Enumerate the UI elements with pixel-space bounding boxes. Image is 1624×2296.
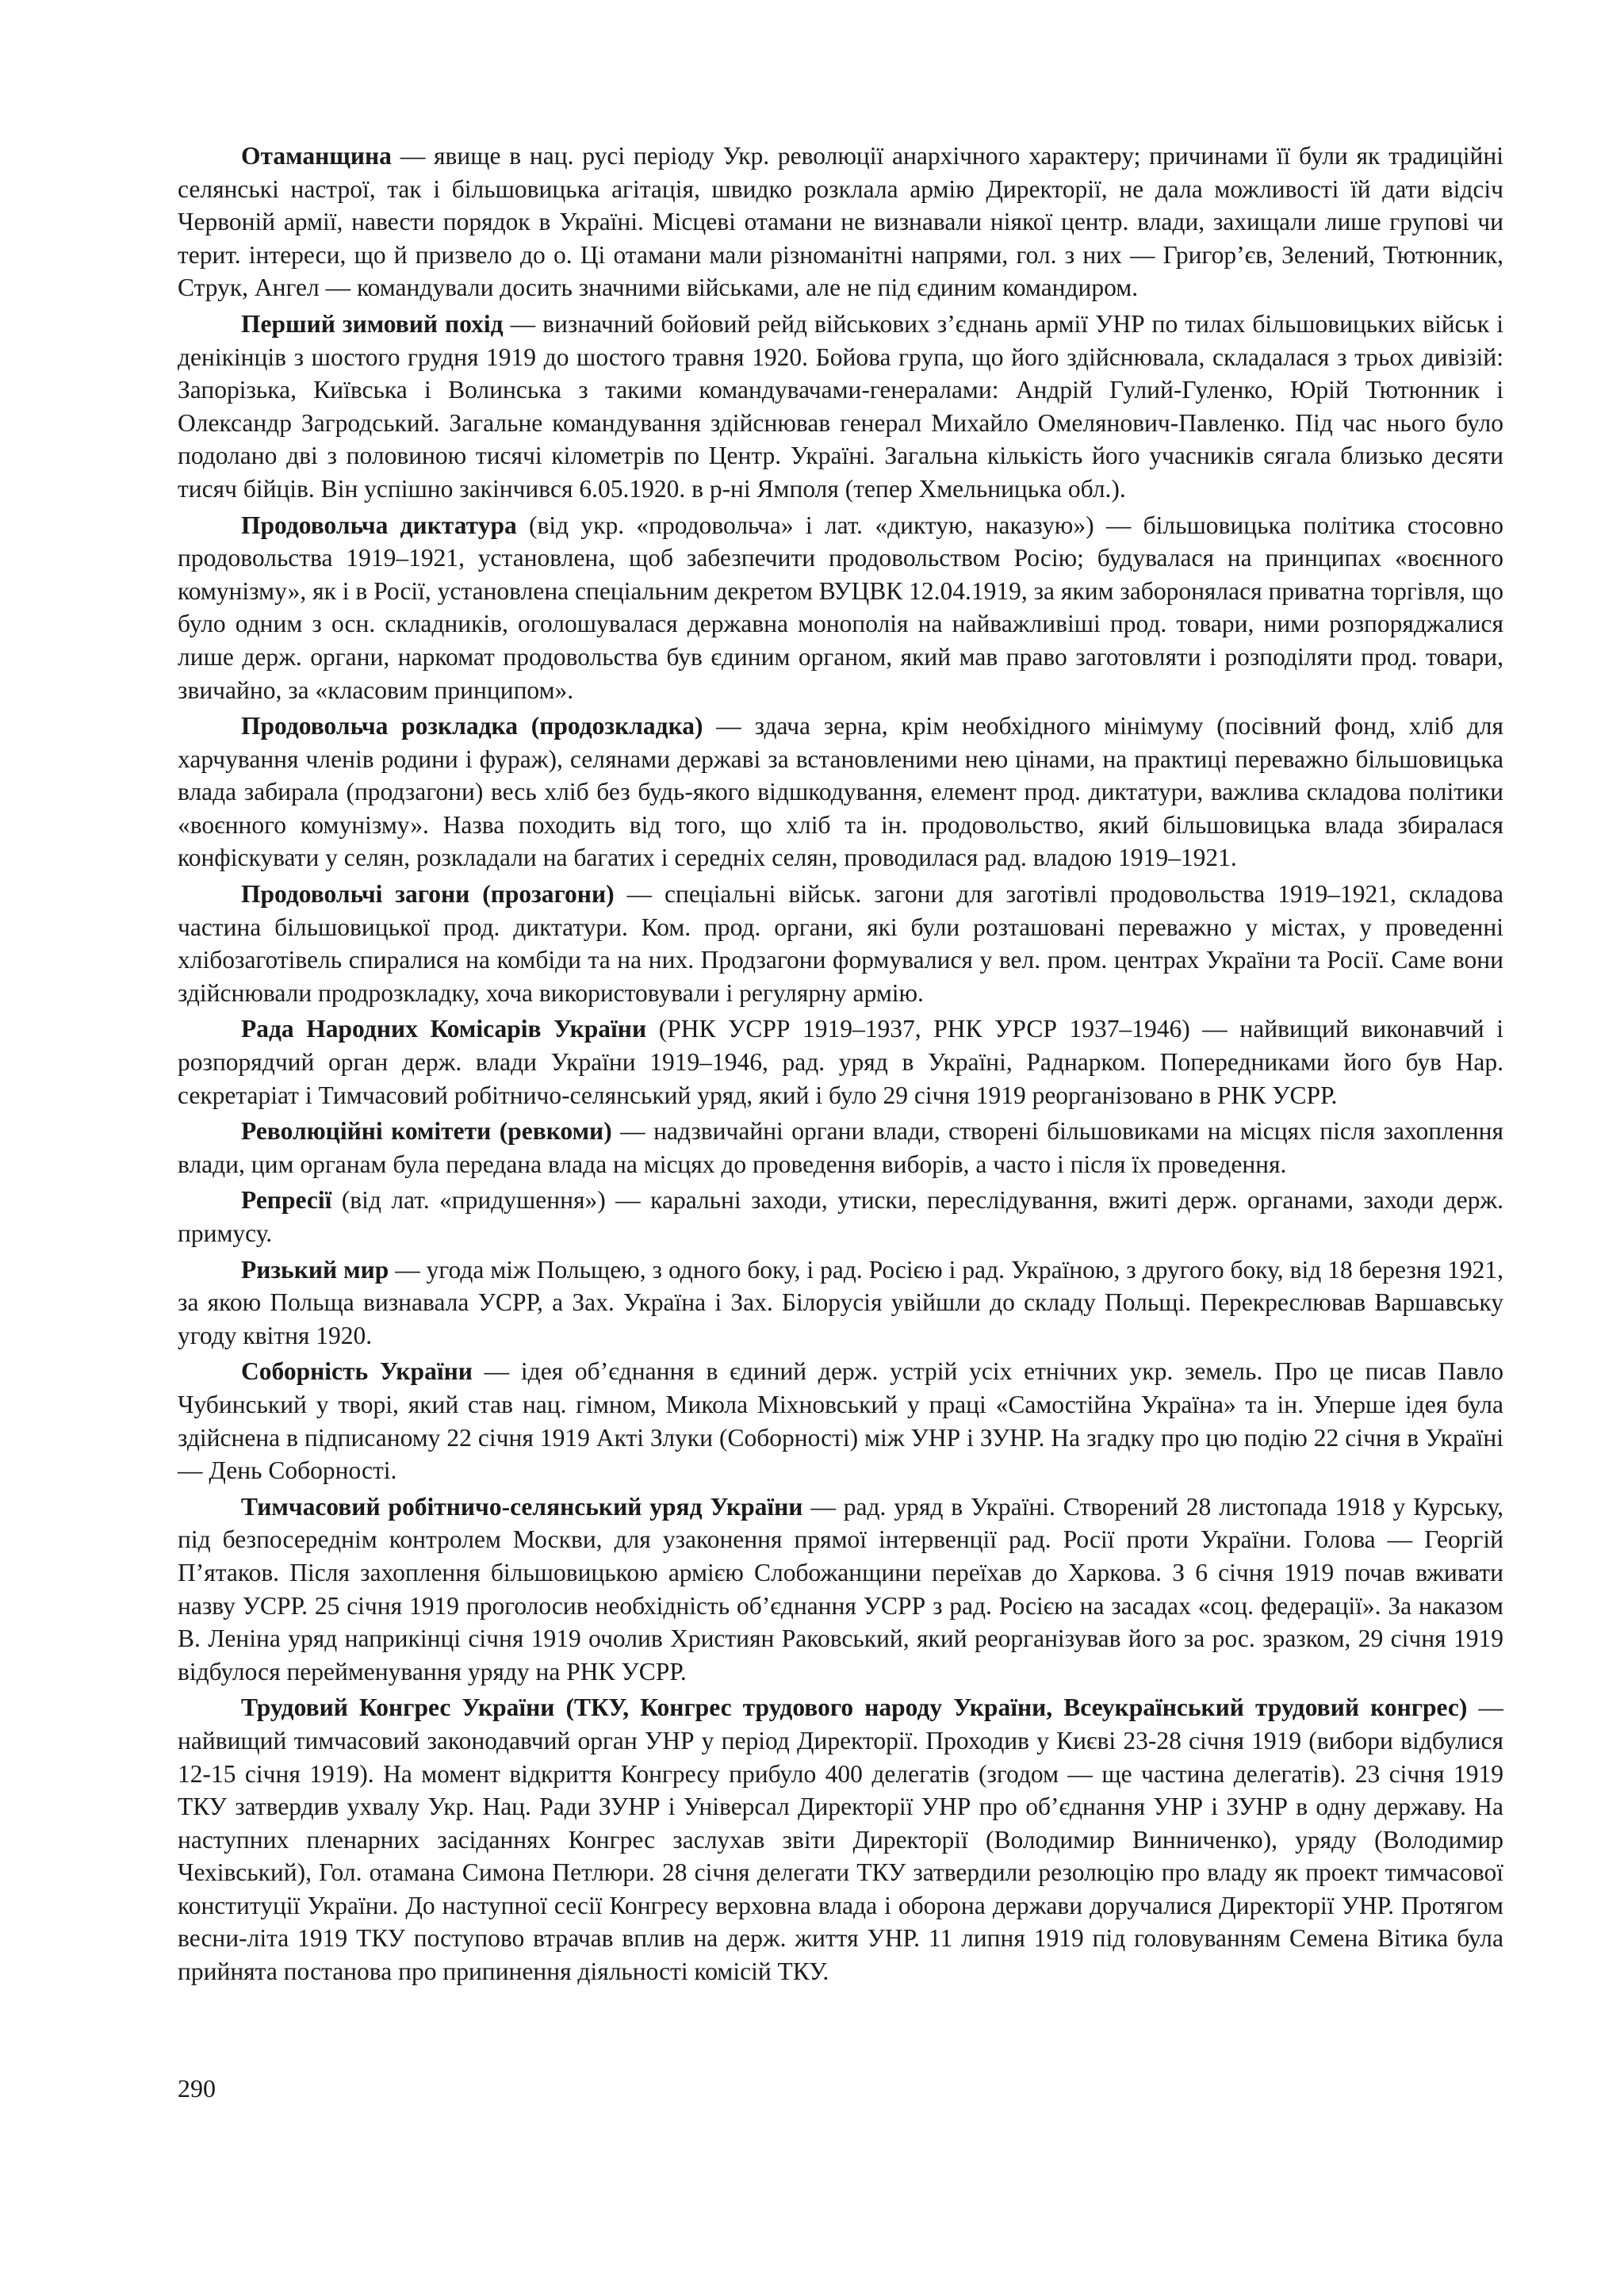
entry-term: Рада Народних Комісарів України [241,1015,647,1043]
entry-text: — угода між Польщею, з одного боку, і рад. Росією і рад. Україною, з другого боку, від 18 березня 1921, за якою Польща визнавала УСРР, а Зах. Україна і Зах. Білорусія увійшли до складу Польщі. Перекреслював Варшавську угоду квітня 1920. [178,1255,1504,1349]
entry-text: — здача зерна, крім необхідного мінімуму (посівний фонд, хліб для харчування членів родини і фураж), селянами державі за встановленими нею цінами, на практиці переважно більшовицька влада забирала (продзагони) весь хліб без будь-якого відшкодування, елемент прод. диктатури, важлива складова політики «воєнного комунізму». Назва походить від того, що хліб та ін. продовольство, який більшовицька влада збиралася конфіскувати у селян, розкладали на багатих і середніх селян, проводилася рад. владою 1919–1921. [178,712,1503,872]
page-number: 290 [178,2074,216,2103]
entry-prodovolcha-dyktatura [178,509,1503,707]
entry-term: Революційні комітети (ревкоми) [241,1117,612,1146]
entry-tymchasovyi-uriad [178,1490,1503,1689]
entry-term: Тимчасовий робітничо-селянський уряд України [241,1492,803,1521]
entry-term: Продовольча диктатура [241,511,517,539]
entry-text: (від укр. «продовольча» і лат. «диктую, наказую») — більшовицька політика стосовно продовольства 1919–1921, установлена, щоб забезпечити продовольством Росію; будувалася на принципах «воєнного комунізму», як і в Росії, установлена спеціальним декретом ВУЦВК 12.04.1919, за яким заборонялася приватна торгівля, що було одним з осн. складників, оголошувалася державна монополія на найважливіші прод. товари, ними розпоряджалися лише держ. органи, наркомат продовольства був єдиним органом, який мав право заготовляти і розподіляти прод. товари, звичайно, за «класовим принципом». [178,511,1503,704]
entry-revkomy [178,1115,1503,1181]
entry-prodovolcha-rozkladka [178,710,1503,874]
entry-text: — рад. уряд в Україні. Створений 28 листопада 1918 у Курську, під безпосереднім контролем Москви, для узаконення прямої інтервенції рад. Росії проти України. Голова — Георгій П’ятаков. Після захоплення більшовицькою армією Слобожанщини переїхав до Харкова. З 6 січня 1919 почав вживати назву УСРР. 25 січня 1919 проголосив необхідність об’єднання УСРР з рад. Росією на засадах «соц. федерації». За наказом В. Леніна уряд наприкінці січня 1919 очолив Християн Раковський, який реорганізував його за рос. зразком, 29 січня 1919 відбулося перейменування уряду на РНК УСРР. [178,1492,1503,1686]
entry-text: — надзвичайні органи влади, створені більшовиками на місцях після захоплення влади, цим органам була передана влада на місцях до проведення виборів, а часто і після їх проведення. [178,1117,1503,1178]
entry-text: (РНК УСРР 1919–1937, РНК УРСР 1937–1946) — найвищий виконавчий і розпорядчий орган держ. влади України 1919–1946, рад. уряд в Україні, Раднарком. Попередниками його був Нар. секретаріат і Тимчасовий робітничо-селянський уряд, який і було 29 січня 1919 реорганізовано в РНК УСРР. [178,1015,1503,1109]
entry-ryzkyi-myr [178,1253,1503,1353]
entry-rada-narodnykh-komisariv [178,1012,1503,1112]
entry-term: Продовольча розкладка (продозкладка) [241,712,703,740]
entry-trudovyi-konhres [178,1691,1503,1988]
entry-text: — спеціальні військ. загони для заготівлі продовольства 1919–1921, складова частина більшовицької прод. диктатури. Ком. прод. органи, які були розташовані переважно у містах, у проведенні хлібозаготівель спиралися на комбіди та на них. Продзагони формувалися у вел. пром. центрах України та Росії. Саме вони здійснювали продрозкладку, хоча використовували і регулярну армію. [178,880,1503,1007]
entry-otamanshchyna [178,140,1503,304]
entry-text: — ідея об’єднання в єдиний держ. устрій усіх етнічних укр. земель. Про це писав Павло Чубинський у творі, який став нац. гімном, Микола Міхновський у праці «Самостійна Україна» та ін. Уперше ідея була здійснена в підписаному 22 січня 1919 Акті Злуки (Соборності) між УНР і ЗУНР. На згадку про цю подію 22 січня в Україні — День Соборності. [178,1357,1503,1485]
document-body [178,140,1503,1992]
entry-term: Отаманщина [241,142,392,170]
entry-text: — визначний бойовий рейд військових з’єднань армії УНР по тилах більшовицьких військ і денікінців з шостого грудня 1919 до шостого травня 1920. Бойова група, що його здійснювала, складалася з трьох дивізій: Запорізька, Київська і Волинська з такими командувачами-генералами: Андрій Гулий-Гуленко, Юрій Тютюнник і Олександр Загродський. Загальне командування здійснював генерал Михайло Омелянович-Павленко. Під час нього було подолано дві з половиною тисячі кілометрів по Центр. Україні. Загальна кількість його учасників сягала близько десяти тисяч бійців. Він успішно закінчився 6.05.1920. в р-ні Ямполя (тепер Хмельницька обл.). [178,309,1504,503]
entry-term: Трудовий Конгрес України (ТКУ, Конгрес трудового народу України, Всеукраїнський трудовий конгрес) [241,1693,1468,1722]
entry-sobornist-ukrainy [178,1355,1503,1487]
entry-prodovolchi-zahony [178,878,1503,1009]
entry-text: — найвищий тимчасовий законодавчий орган УНР у період Директорії. Проходив у Києві 23-28 січня 1919 (вибори відбулися 12-15 січня 1919). На момент відкриття Конгресу прибуло 400 делегатів (згодом — ще частина делегатів). 23 січня 1919 ТКУ затвердив ухвалу Укр. Нац. Ради ЗУНР і Універсал Директорії УНР про об’єднання УНР і ЗУНР в одну державу. На наступних пленарних засіданнях Конгрес заслухав звіти Директорії (Володимир Винниченко), уряду (Володимир Чехівський), Гол. отамана Симона Петлюри. 28 січня делегати ТКУ затвердили резолюцію про владу як проект тимчасової конституції України. До наступної сесії Конгресу верховна влада і оборона держави доручалися Директорії УНР. Протягом весни-літа 1919 ТКУ поступово втрачав вплив на держ. життя УНР. 11 липня 1919 під головуванням Семена Вітика була прийнята постанова про припинення діяльності комісій ТКУ. [178,1693,1503,1986]
entry-text: (від лат. «придушення») — каральні заходи, утиски, переслідування, вжиті держ. органами, заходи держ. примусу. [178,1186,1503,1247]
entry-term: Перший зимовий похід [241,309,504,338]
entry-term: Соборність України [241,1357,473,1386]
entry-term: Репресії [241,1186,332,1215]
entry-pershyi-zymovyi-pokhid [178,308,1503,506]
entry-text: — явище в нац. русі періоду Укр. революції анархічного характеру; причинами її були як традиційні селянські настрої, так і більшовицька агітація, швидко розклала армію Директорії, не дала можливості їй дати відсіч Червоній армії, навести порядок в Україні. Місцеві отамани не визнавали ніякої центр. влади, захищали лише групові чи терит. інтереси, що й призвело до о. Ці отамани мали різноманітні напрями, гол. з них — Григор’єв, Зелений, Тютюнник, Струк, Ангел — командували досить значними військами, але не під єдиним командиром. [178,142,1503,302]
entry-term: Ризький мир [241,1255,389,1284]
entry-represii [178,1184,1503,1249]
entry-term: Продовольчі загони (прозагони) [241,880,615,909]
